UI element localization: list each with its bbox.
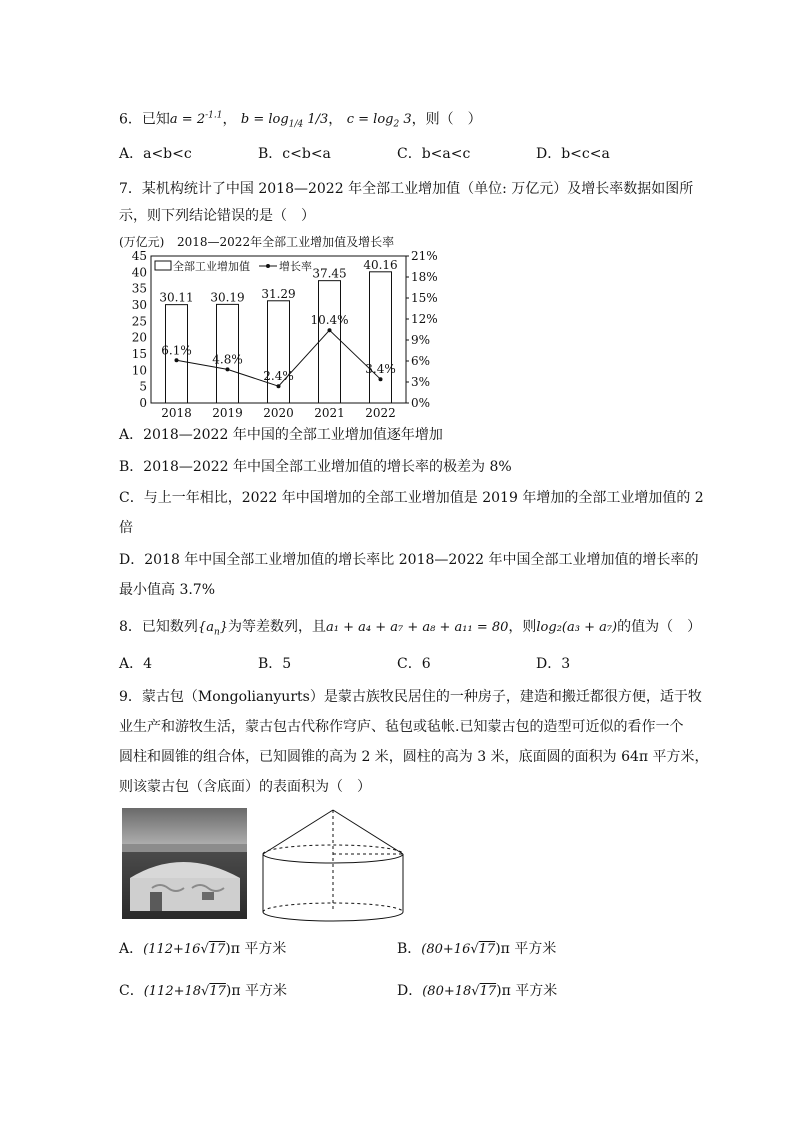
- bar: [370, 272, 392, 403]
- q8-option-a: A．4: [119, 656, 153, 672]
- legend-bar-label: 全部工业增加值: [173, 260, 250, 273]
- q7-stem-line2: 示，则下列结论错误的是（ ）: [119, 208, 315, 224]
- x-tick-label: 2019: [212, 406, 243, 420]
- y-tick-label: 15: [131, 347, 147, 361]
- q8-option-c: C．6: [397, 656, 431, 672]
- q6-option-c: C．b<a<c: [397, 146, 471, 162]
- q6-suffix: ，则（ ）: [411, 111, 482, 128]
- q8-sequence: $\{a_n\}$: [197, 620, 229, 638]
- x-tick-label: 2018: [161, 406, 192, 420]
- x-axis: [161, 406, 396, 420]
- growth-rate-point: [328, 328, 332, 332]
- growth-rate-point: [226, 367, 230, 371]
- y2-tick-label: 0%: [411, 396, 431, 410]
- industry-chart: [119, 230, 449, 420]
- q8-suffix: 的值为（ ）: [617, 619, 702, 635]
- growth-rate-label: 10.4%: [310, 313, 349, 328]
- y-tick-label: 45: [131, 249, 147, 263]
- q8-sum-expr: a₁ + a₄ + a₇ + a₈ + a₁₁ = 80: [326, 620, 509, 635]
- y-tick-label: 10: [131, 363, 147, 378]
- y2-tick-label: 3%: [411, 375, 431, 389]
- growth-rate-label: 3.4%: [365, 362, 396, 377]
- q6-option-b: B．c<b<a: [258, 146, 331, 162]
- chart-title: 2018—2022年全部工业增加值及增长率: [177, 235, 395, 249]
- q9-stem-line1: 9．蒙古包（Mongolianyurts）是蒙古族牧民居住的一种房子，建造和搬迁都很方便，适于牧: [119, 689, 702, 705]
- y2-tick-label: 21%: [411, 249, 438, 263]
- bar-value-label: 30.19: [210, 290, 245, 305]
- q6-option-d: D．b<c<a: [536, 146, 610, 162]
- q7-option-c: C．与上一年相比，2022 年中国增加的全部工业增加值是 2019 年增加的全部工业增加值的 2: [119, 490, 704, 506]
- q8-then: ，则: [508, 619, 537, 635]
- x-tick-label: 2020: [263, 406, 294, 420]
- q7-option-b: B．2018—2022 年中国全部工业增加值的增长率的极差为 8%: [119, 459, 512, 475]
- growth-rate-point: [277, 384, 281, 388]
- legend-bar-swatch: [155, 261, 171, 270]
- x-tick-label: 2022: [365, 406, 396, 420]
- y2-tick-label: 18%: [411, 270, 438, 284]
- legend-line-marker: [266, 264, 270, 268]
- growth-rate-label: 2.4%: [263, 369, 294, 384]
- q9-stem-line2: 业生产和游牧生活，蒙古包古代称作穹庐、毡包或毡帐.已知蒙古包的造型可近似的看作一个: [119, 719, 684, 735]
- q7-stem-line1: 7．某机构统计了中国 2018—2022 年全部工业增加值（单位: 万亿元）及增长率数据如图所: [119, 181, 694, 197]
- q7-option-d-cont: 最小值高 3.7%: [119, 582, 216, 598]
- x-tick-label: 2021: [314, 406, 345, 420]
- growth-rate-point: [379, 377, 383, 381]
- q8-prefix: 8．已知数列: [119, 619, 198, 635]
- y-axis-right: [406, 249, 438, 410]
- y-tick-label: 5: [139, 379, 147, 394]
- y2-tick-label: 6%: [411, 354, 431, 368]
- chart-ylabel: (万亿元): [119, 235, 165, 249]
- y2-tick-label: 15%: [411, 291, 438, 305]
- growth-rate-label: 4.8%: [212, 352, 243, 367]
- q6-b-expr: $b = \log_{1/4} 1/3$: [240, 112, 329, 130]
- q9-option-d: D．(80+18√17)π 平方米: [397, 983, 558, 999]
- q6-c-expr: $c = \log_2 3$: [346, 112, 412, 130]
- q6-stem: 6．已知$a = 2^{-1.1}$， $b = \log_{1/4} 1/3$， $c = \log_2 3$，则（ ）: [119, 111, 482, 130]
- q6-prefix: 6．已知: [119, 111, 170, 128]
- q9-option-c: C．(112+18√17)π 平方米: [119, 983, 288, 999]
- q9-stem-line3: 圆柱和圆锥的组合体，已知圆锥的高为 2 米，圆柱的高为 3 米，底面圆的面积为 64π 平方米，: [119, 749, 709, 765]
- q8-mid: 为等差数列，且: [228, 619, 327, 635]
- bar-value-label: 30.11: [159, 290, 194, 305]
- bar-value-label: 37.45: [312, 266, 347, 281]
- growth-rate-label: 6.1%: [161, 343, 192, 358]
- y-tick-label: 20: [131, 330, 147, 345]
- yurt-photo: [122, 808, 247, 919]
- yurt-geometry-figure: [259, 806, 407, 922]
- y-tick-label: 30: [131, 298, 147, 312]
- q9-option-a: A．(112+16√17)π 平方米: [119, 941, 287, 957]
- y2-tick-label: 9%: [411, 333, 431, 347]
- y2-tick-label: 12%: [411, 312, 438, 326]
- bar: [319, 281, 341, 403]
- q8-log-expr: log₂(a₃ + a₇): [536, 620, 618, 635]
- y-tick-label: 35: [131, 281, 147, 296]
- q6-a-expr: $a = 2^{-1.1}$: [169, 111, 223, 128]
- q6-option-a: A．a<b<c: [119, 146, 192, 162]
- q9-stem-line4: 则该蒙古包（含底面）的表面积为（ ）: [119, 779, 371, 795]
- q7-option-a: A．2018—2022 年中国的全部工业增加值逐年增加: [119, 427, 443, 443]
- growth-rate-point: [175, 358, 179, 362]
- q7-option-d: D．2018 年中国全部工业增加值的增长率比 2018—2022 年中国全部工业增加值的增长率的: [119, 552, 699, 568]
- bar-value-label: 40.16: [363, 257, 398, 272]
- bar-value-label: 31.29: [261, 286, 296, 301]
- y-axis-left: [132, 249, 147, 410]
- q8-option-d: D．3: [536, 656, 571, 672]
- q8-stem: [119, 617, 701, 643]
- legend-line-label: 增长率: [279, 260, 312, 273]
- q9-option-b: B．(80+16√17)π 平方米: [397, 941, 557, 957]
- q8-option-b: B．5: [258, 656, 292, 672]
- y-tick-label: 40: [131, 265, 147, 280]
- y-tick-label: 0: [139, 396, 147, 410]
- y-tick-label: 25: [131, 314, 147, 329]
- chart-legend: [155, 259, 312, 273]
- q7-option-c-cont: 倍: [119, 520, 133, 536]
